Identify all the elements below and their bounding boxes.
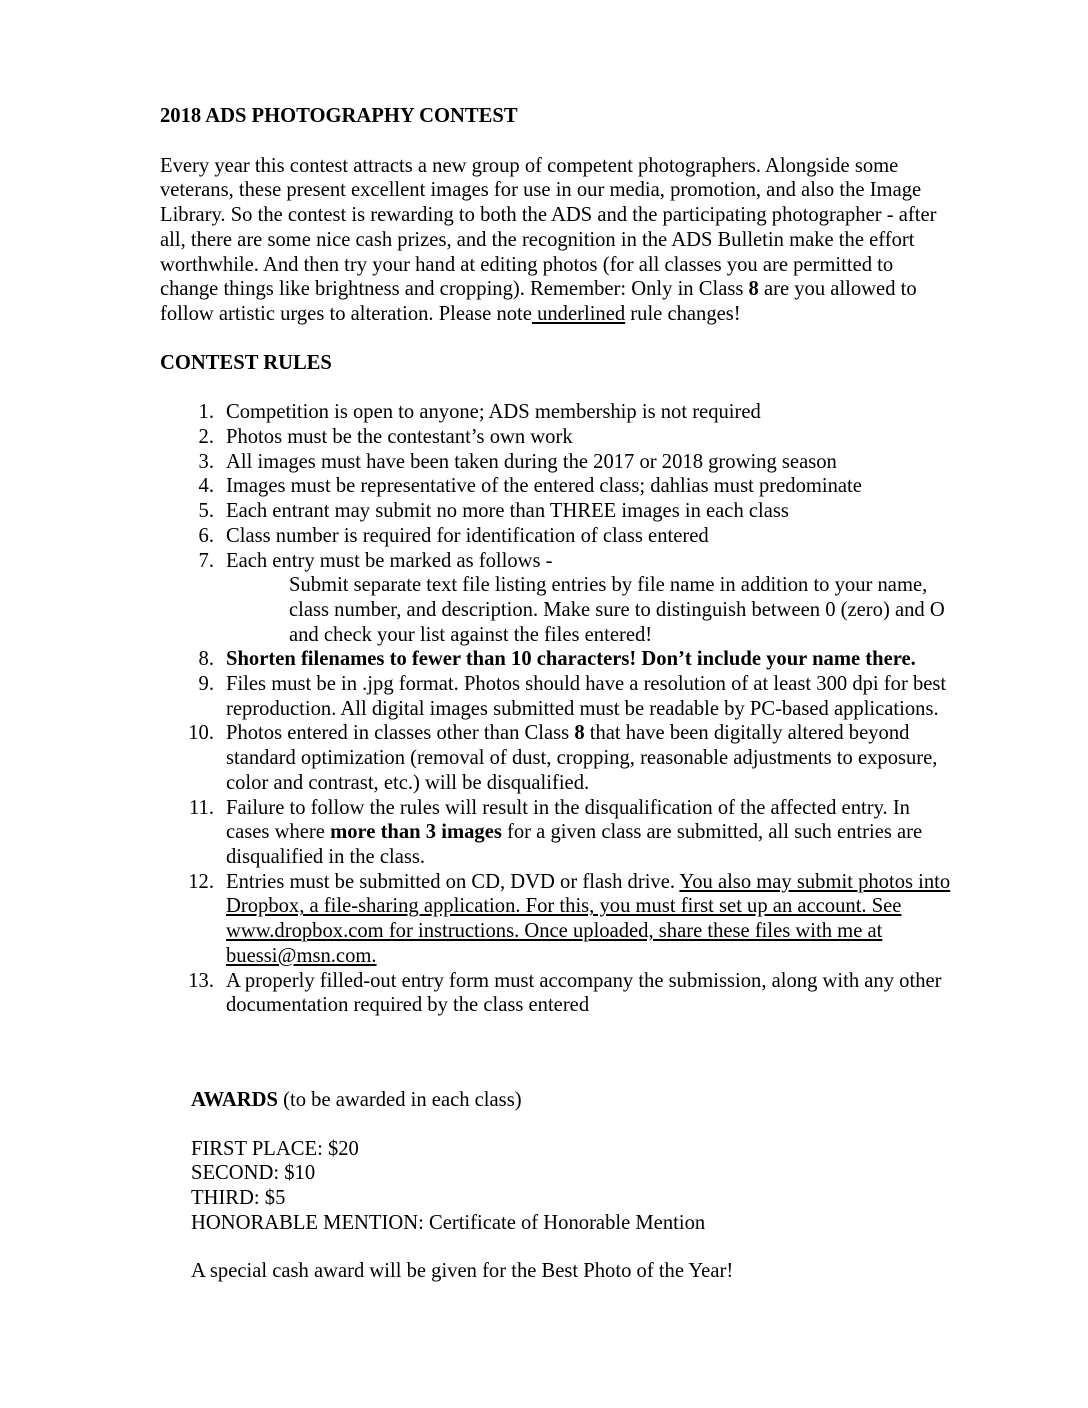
awards-heading-note: (to be awarded in each class)	[277, 1088, 522, 1111]
text-run: more than 3 images	[330, 821, 502, 844]
rule-number: 5.	[198, 500, 214, 523]
text-run: 8	[574, 722, 585, 745]
rule-number: 11.	[189, 796, 214, 819]
rule-item	[160, 796, 955, 870]
rule-text	[226, 450, 955, 475]
rule-text	[226, 549, 955, 648]
rule-text	[226, 721, 955, 795]
rule-number: 2.	[198, 426, 214, 449]
rule-number: 7.	[198, 549, 214, 572]
text-run: Photos entered in classes other than Class	[226, 722, 575, 745]
rule-item	[160, 425, 955, 450]
text-run: Failure to follow the rules will result in the disqualification of the affected entry. In cases where	[226, 796, 910, 844]
rule-number: 3.	[198, 450, 214, 473]
rule-number: 12.	[188, 870, 214, 893]
award-line: FIRST PLACE: $20	[191, 1137, 359, 1160]
rule-text	[226, 474, 955, 499]
text-run: Images must be representative of the entered class; dahlias must predominate	[226, 475, 862, 498]
text-run: rule changes!	[625, 302, 741, 325]
rule-text	[226, 969, 955, 1018]
award-line: THIRD: $5	[191, 1187, 286, 1210]
text-run: Every year this contest attracts a new group of competent photographers. Alongside some veterans, these present excellent images for use in our media, promotion, and also the Image Library. So the contest is rewarding to both the ADS and the participating photographer - after all, there are some nice cash prizes, and the recognition in the ADS Bulletin make the effort worthwhile. And then try your hand at editing photos (for all classes you are permitted to change things like brightness and cropping). Remember: Only in Class	[160, 154, 937, 301]
awards-heading	[191, 1088, 955, 1113]
award-line: HONORABLE MENTION: Certificate of Honorable Mention	[191, 1211, 706, 1234]
rule-text	[226, 400, 955, 425]
rule-item	[160, 549, 955, 648]
awards-lines	[191, 1137, 955, 1236]
rule-number: 4.	[198, 475, 214, 498]
awards-footer: A special cash award will be given for the Best Photo of the Year!	[191, 1260, 734, 1283]
rule-text	[226, 647, 955, 672]
text-run: for a given class are submitted, all such entries are disqualified in the class.	[226, 821, 923, 868]
rule-item	[160, 721, 955, 795]
text-run: underlined	[531, 302, 626, 325]
text-run: 8	[748, 278, 759, 301]
rule-number: 1.	[198, 401, 214, 424]
rule-text	[226, 524, 955, 549]
awards-section	[191, 1088, 955, 1284]
rule-text	[226, 796, 955, 870]
award-line: SECOND: $10	[191, 1162, 316, 1185]
text-run: Shorten filenames to fewer than 10 characters! Don’t include your name there.	[226, 648, 916, 671]
rule-number: 8.	[198, 648, 214, 671]
rule-item	[160, 499, 955, 524]
rule-text	[226, 425, 955, 450]
text-run: Each entry must be marked as follows -	[226, 549, 553, 572]
rule-number: 10.	[188, 722, 214, 745]
rule-item	[160, 647, 955, 672]
rule-number: 6.	[198, 524, 214, 547]
text-run: Entries must be submitted on CD, DVD or flash drive.	[226, 870, 680, 893]
text-run: Class number is required for identification of class entered	[226, 524, 709, 547]
text-run: Photos must be the contestant’s own work	[226, 426, 573, 449]
text-run: All images must have been taken during the 2017 or 2018 growing season	[226, 450, 837, 473]
rule-text	[226, 499, 955, 524]
rule-item	[160, 400, 955, 425]
rule-item	[160, 450, 955, 475]
rule-number: 13.	[188, 969, 214, 992]
rule-number: 9.	[198, 673, 214, 696]
text-run: You also may submit photos into Dropbox, a file-sharing application. For this, you must first set up an account. See www.dropbox.com for instructions. Once uploaded, share these files with me at buessi@msn.com.	[226, 870, 951, 967]
rule-item	[160, 969, 955, 1018]
rule-subparagraph: Submit separate text file listing entries by file name in addition to your name, class number, and description. Make sure to distinguish between 0 (zero) and O and check your list against the files entered!	[289, 574, 945, 646]
contest-rules-heading: CONTEST RULES	[160, 351, 332, 374]
rule-item	[160, 672, 955, 721]
text-run: A properly filled-out entry form must accompany the submission, along with any other documentation required by the class entered	[226, 969, 942, 1017]
contest-rules-list	[160, 400, 955, 1018]
text-run: are you allowed to follow artistic urges to alteration. Please note	[160, 278, 917, 325]
text-run: Files must be in .jpg format. Photos should have a resolution of at least 300 dpi for best reproduction. All digital images submitted must be readable by PC-based applications.	[226, 673, 947, 720]
intro-paragraph	[160, 154, 955, 327]
awards-heading-label: AWARDS	[191, 1088, 278, 1111]
text-run: that have been digitally altered beyond standard optimization (removal of dust, cropping, reasonable adjustments to exposure, color and contrast, etc.) will be disqualified.	[226, 722, 938, 794]
rule-item	[160, 870, 955, 969]
text-run: Competition is open to anyone; ADS membership is not required	[226, 401, 761, 424]
rule-text	[226, 672, 955, 721]
rule-text	[226, 870, 955, 969]
text-run: Each entrant may submit no more than THREE images in each class	[226, 500, 789, 523]
rule-item	[160, 524, 955, 549]
document-title: 2018 ADS PHOTOGRAPHY CONTEST	[160, 105, 518, 127]
rule-item	[160, 474, 955, 499]
